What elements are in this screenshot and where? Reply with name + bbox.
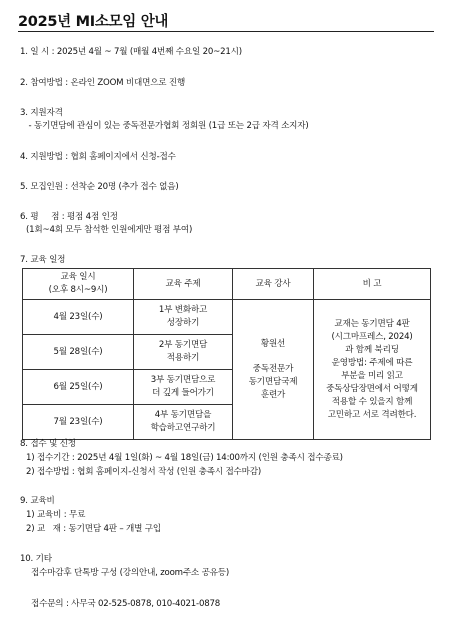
row-date: 5월 28일(수)	[23, 335, 134, 370]
etc-contact: 접수문의 : 사무국 02-525-0878, 010-4021-0878	[31, 599, 221, 609]
row-date: 7월 23일(수)	[23, 405, 134, 440]
section-credit-body: (1회~4회 모두 참석한 인원에게만 평점 부여)	[26, 225, 193, 235]
header-topic: 교육 주제	[134, 269, 233, 300]
row-date: 4월 23일(수)	[23, 300, 134, 335]
section-qualification-body: - 동기면담에 관심이 있는 중독전문가협회 정회원 (1급 또는 2급 자격 소지자)	[26, 121, 309, 131]
section-credit-heading: 6. 평 점 : 평점 4점 인정	[20, 212, 118, 222]
fee-textbook: 2) 교 재 : 동기면담 4판 – 개별 구입	[26, 524, 161, 534]
title-underline	[18, 31, 434, 32]
schedule-table	[22, 268, 431, 440]
section-method: 2. 참여방법 : 온라인 ZOOM 비대면으로 진행	[20, 78, 186, 88]
row-topic: 3부 동기면담으로 더 깊게 들어가기	[134, 370, 233, 405]
row-date: 6월 25일(수)	[23, 370, 134, 405]
section-registration-heading: 8. 접수 및 신청	[20, 439, 76, 449]
section-capacity: 5. 모집인원 : 선착순 20명 (추가 접수 없음)	[20, 182, 179, 192]
header-instructor: 교육 강사	[233, 269, 314, 300]
note-cell: 교재는 동기면담 4판 (시그마프레스, 2024) 과 함께 북리딩 운영방법: 주제에 따른 부분을 미리 읽고 중독상담장면에서 어떻게 적용할 수 있을지 함께 고민하고 서로 격려한다.	[314, 300, 431, 440]
row-topic: 1부 변화하고 성장하기	[134, 300, 233, 335]
instructor-cell: 황원선 중독전문가 동기면담국제 훈련가	[233, 300, 314, 440]
registration-period: 1) 접수기간 : 2025년 4월 1일(화) ~ 4월 18일(금) 14:00까지 (인원 충족시 접수종료)	[26, 453, 343, 463]
section-apply: 4. 지원방법 : 협회 홈페이지에서 신청-접수	[20, 152, 176, 162]
header-date: 교육 일시 (오후 8시~9시)	[23, 269, 134, 300]
table-header-row	[23, 269, 431, 300]
section-schedule: 1. 일 시 : 2025년 4월 ~ 7월 (매월 4번째 수요일 20~21시)	[20, 47, 242, 57]
fee-amount: 1) 교육비 : 무료	[26, 510, 86, 520]
header-note: 비 고	[314, 269, 431, 300]
section-timetable-heading: 7. 교육 일정	[20, 255, 66, 265]
section-etc-heading: 10. 기타	[20, 554, 52, 564]
row-topic: 4부 동기면담을 학습하고연구하기	[134, 405, 233, 440]
registration-method: 2) 접수방법 : 협회 홈페이지-신청서 작성 (인원 충족시 접수마감)	[26, 467, 262, 477]
etc-chatroom: 접수마감후 단톡방 구성 (강의안내, zoom주소 공유등)	[31, 568, 230, 578]
instructor-name: 황원선	[260, 338, 286, 349]
page-title: 2025년 MI소모임 안내	[18, 14, 169, 30]
row-topic: 2부 동기면담 적용하기	[134, 335, 233, 370]
table-row	[23, 300, 431, 335]
section-qualification-heading: 3. 지원자격	[20, 108, 63, 118]
section-fee-heading: 9. 교육비	[20, 496, 55, 506]
